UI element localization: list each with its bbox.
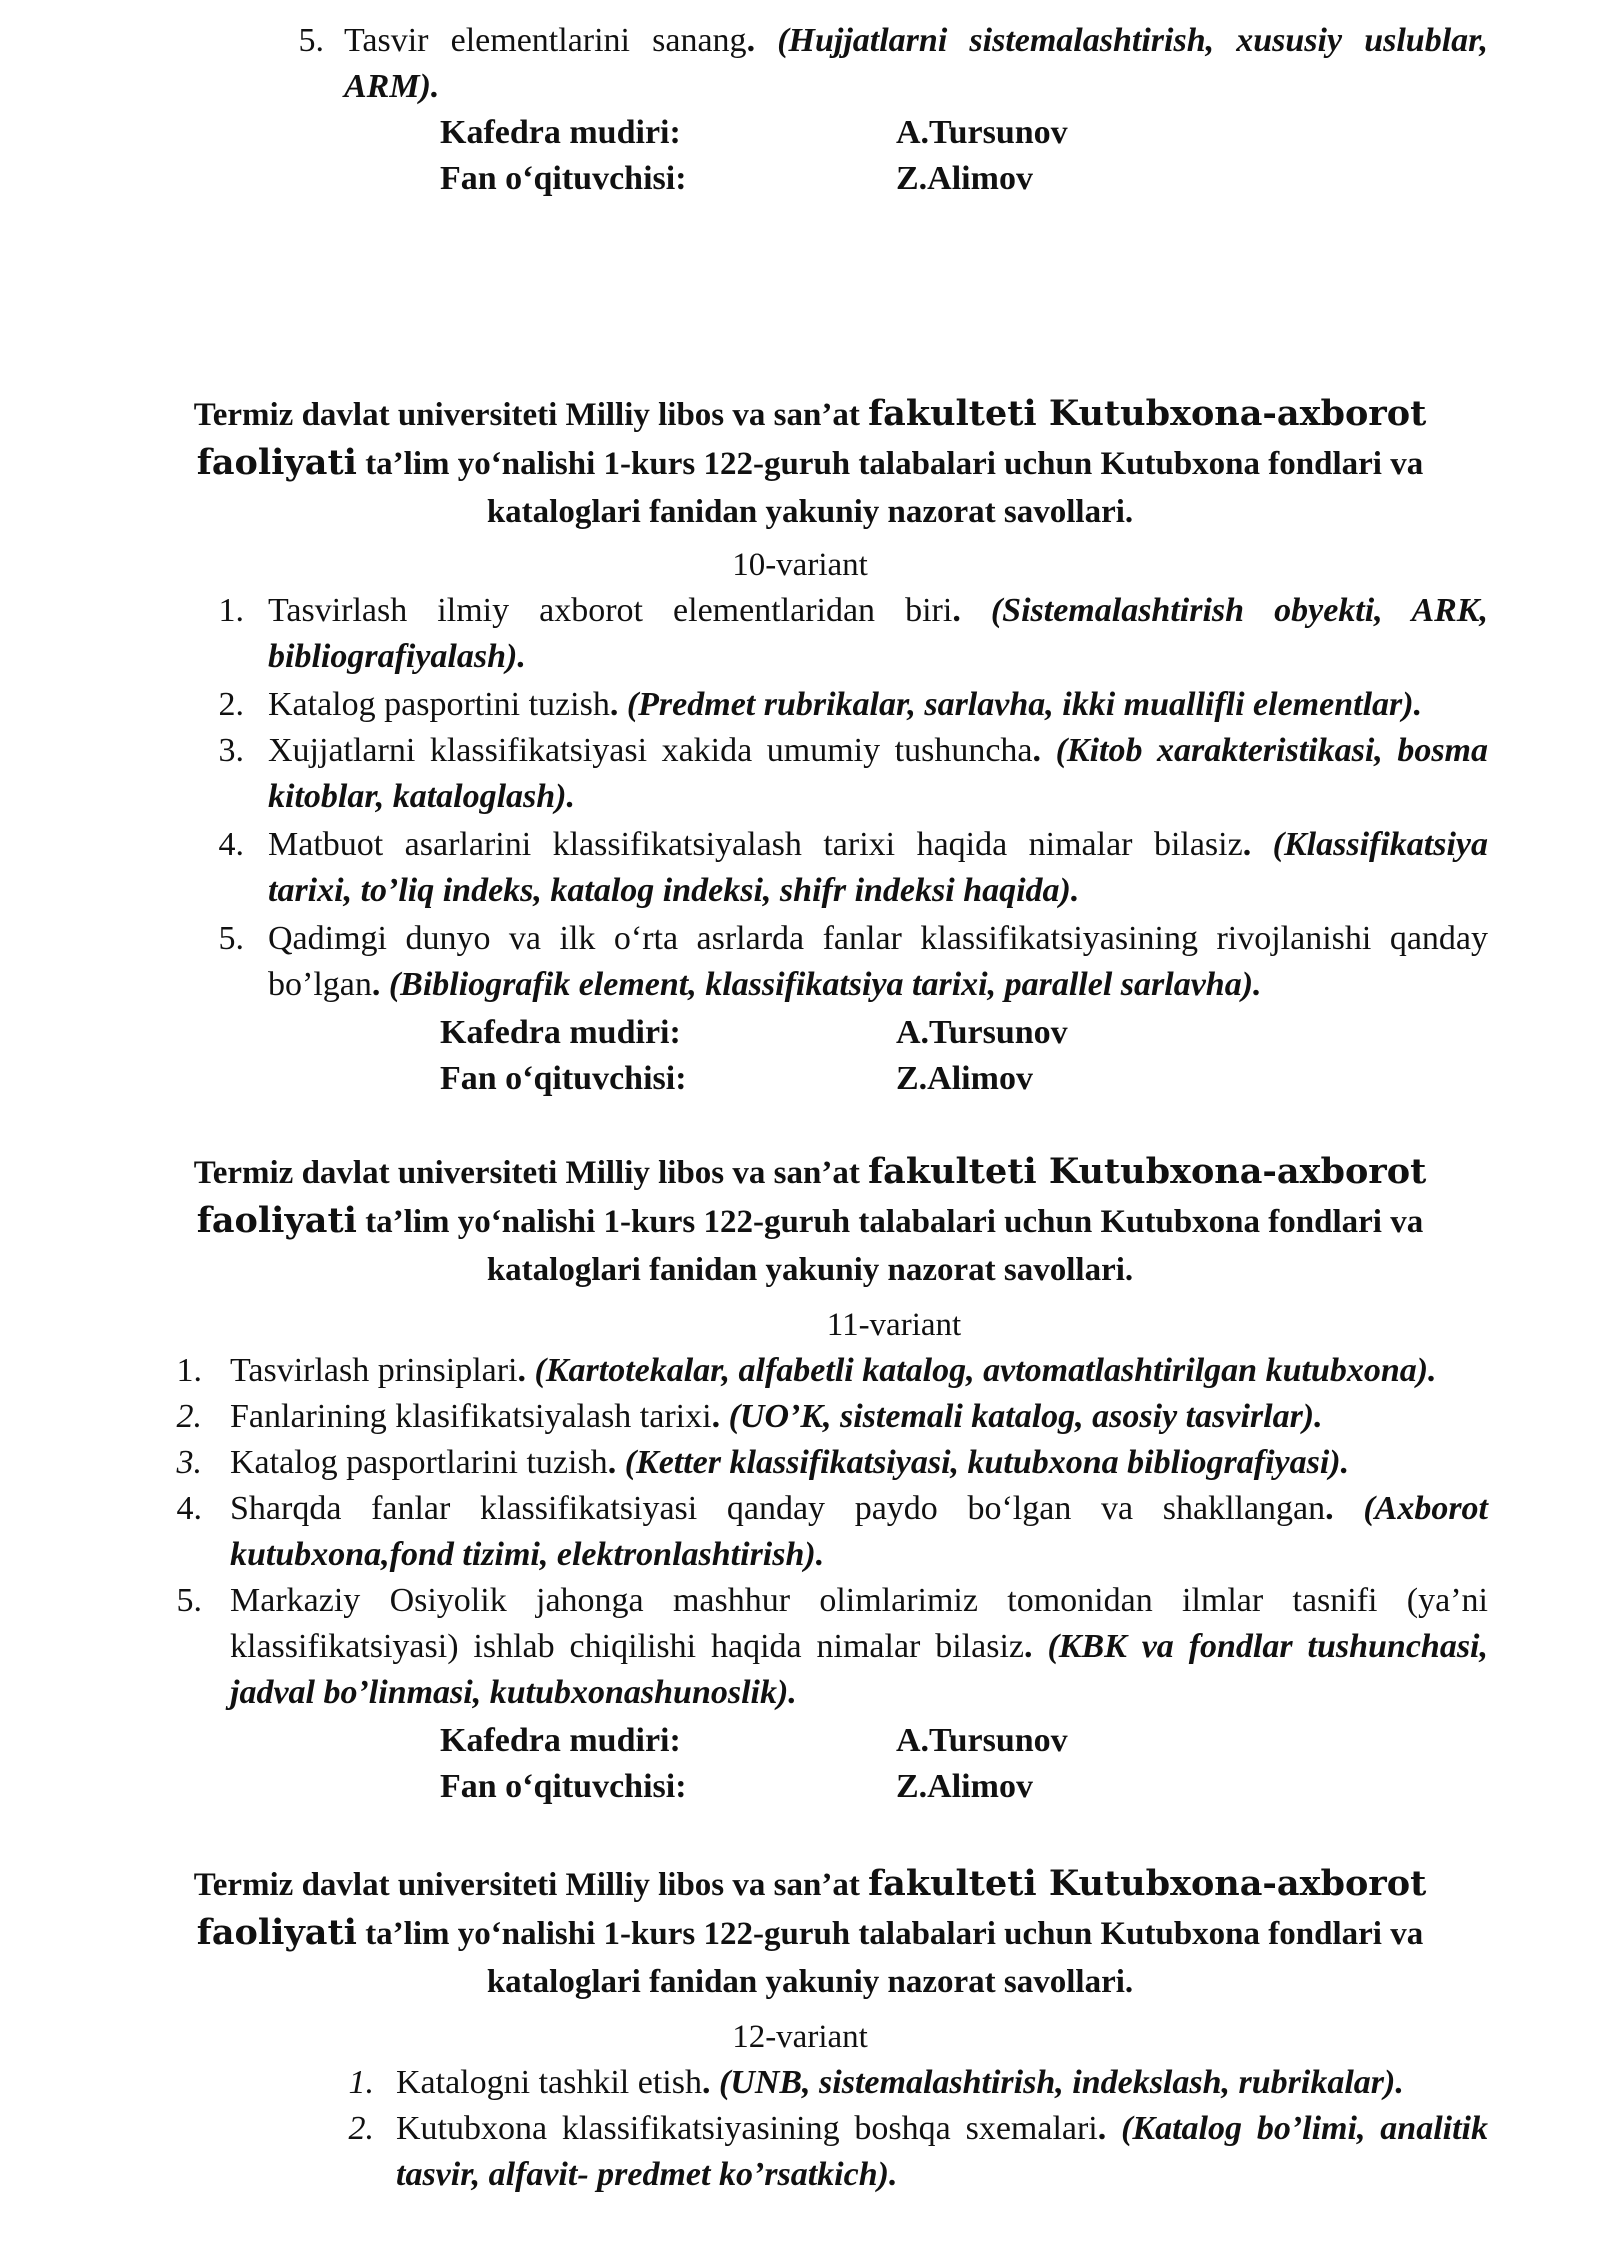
question-text: Tasvirlash prinsiplari — [230, 1352, 518, 1389]
signature-teacher-name: Z.Alimov — [896, 160, 1033, 197]
signature-teacher-label: Fan o‘qituvchisi: — [440, 1060, 687, 1097]
signature-head-label: Kafedra mudiri: — [440, 1014, 681, 1051]
question-item: 1. Tasvirlash ilmiy axborot elementlaridan biri. (Sistemalashtirish obyekti, ARK, bibliografiyalash). — [218, 592, 1488, 675]
question-hint: (Klassifikatsiya tarixi, to’liq indeks, katalog indeksi, shifr indeksi haqida). — [268, 826, 1489, 909]
question-hint: (Kartotekalar, alfabetli katalog, avtomatlashtirilgan kutubxona). — [534, 1352, 1437, 1389]
question-text: Katalog pasportini tuzish — [268, 686, 610, 723]
question-text: Qadimgi dunyo va ilk o‘rta asrlarda fanlar klassifikatsiyasining rivojlanishi qanday bo’lgan — [268, 920, 1488, 1003]
question-hint: (Predmet rubrikalar, sarlavha, ikki muallifli elementlar). — [626, 686, 1423, 723]
signature-head-name: A.Tursunov — [896, 1014, 1068, 1051]
question-hint: (UNB, sistemalashtirish, indekslash, rubrikalar). — [718, 2064, 1404, 2101]
signature-head-label: Kafedra mudiri: — [440, 1722, 681, 1759]
section-header: Termiz davlat universiteti Milliy libos va san’at fakulteti Kutubxona-axborot faoliyati ta’lim yo‘nalishi 1-kurs 122-guruh talabalari uchun Kutubxona fondlari va kataloglari fanidan yakuniy nazorat savollari. — [193, 1863, 1427, 2000]
question-hint: (Axborot kutubxona,fond tizimi, elektronlashtirish). — [230, 1490, 1488, 1573]
section-header: Termiz davlat universiteti Milliy libos va san’at fakulteti Kutubxona-axborot faoliyati ta’lim yo‘nalishi 1-kurs 122-guruh talabalari uchun Kutubxona fondlari va kataloglari fanidan yakuniy nazorat savollari. — [193, 1151, 1427, 1288]
question-text: Matbuot asarlarini klassifikatsiyalash tarixi haqida nimalar bilasiz — [268, 826, 1243, 863]
question-text: Kutubxona klassifikatsiyasining boshqa sxemalari — [396, 2110, 1098, 2147]
signature-head-name: A.Tursunov — [896, 1722, 1068, 1759]
signature-teacher-label: Fan o‘qituvchisi: — [440, 1768, 687, 1805]
question-hint: (Hujjatlarni sistemalashtirish, xususiy uslublar, ARM). — [344, 22, 1489, 105]
question-item: 1. Katalogni tashkil etish. (UNB, sistemalashtirish, indekslash, rubrikalar). — [348, 2064, 1404, 2101]
question-item: 2. Fanlarining klasifikatsiyalash tarixi. (UO’K, sistemali katalog, asosiy tasvirlar). — [176, 1398, 1323, 1435]
question-item: 3. Xujjatlarni klassifikatsiyasi xakida umumiy tushuncha. (Kitob xarakteristikasi, bosma kitoblar, kataloglash). — [218, 732, 1488, 815]
signature-head-label: Kafedra mudiri: — [440, 114, 681, 151]
question-text: Tasvir elementlarini sanang — [344, 22, 747, 59]
question-text: Katalog pasportlarini tuzish — [230, 1444, 608, 1481]
variant-label: 10-variant — [732, 547, 868, 583]
question-hint: (Kitob xarakteristikasi, bosma kitoblar, kataloglash). — [268, 732, 1488, 815]
signature-teacher-name: Z.Alimov — [896, 1768, 1033, 1805]
question-hint: (Bibliografik element, klassifikatsiya tarixi, parallel sarlavha). — [388, 966, 1262, 1003]
variant-label: 12-variant — [732, 2019, 868, 2055]
question-text: Markaziy Osiyolik jahonga mashhur olimlarimiz tomonidan ilmlar tasnifi (ya’ni klassifikatsiyasi) ishlab chiqilishi haqida nimalar bilasiz — [230, 1582, 1488, 1665]
question-item: 2. Kutubxona klassifikatsiyasining boshqa sxemalari. (Katalog bo’limi, analitik tasvir, alfavit- predmet ko’rsatkich). — [348, 2110, 1488, 2193]
question-hint: (UO’K, sistemali katalog, asosiy tasvirlar). — [728, 1398, 1323, 1435]
section-header: Termiz davlat universiteti Milliy libos va san’at fakulteti Kutubxona-axborot faoliyati ta’lim yo‘nalishi 1-kurs 122-guruh talabalari uchun Kutubxona fondlari va kataloglari fanidan yakuniy nazorat savollari. — [193, 393, 1427, 530]
question-item: 1. Tasvirlash prinsiplari. (Kartotekalar, alfabetli katalog, avtomatlashtirilgan kutubxona). — [176, 1352, 1437, 1389]
question-item: 4. Matbuot asarlarini klassifikatsiyalash tarixi haqida nimalar bilasiz. (Klassifikatsiya tarixi, to’liq indeks, katalog indeksi, shifr indeksi haqida). — [218, 826, 1489, 909]
question-number: 5. — [298, 22, 324, 59]
question-hint: (KBK va fondlar tushunchasi, jadval bo’linmasi, kutubxonashunoslik). — [230, 1628, 1488, 1711]
question-text: Fanlarining klasifikatsiyalash tarixi — [230, 1398, 712, 1435]
signature-teacher-label: Fan o‘qituvchisi: — [440, 160, 687, 197]
variant-label: 11-variant — [826, 1307, 962, 1343]
question-hint: (Ketter klassifikatsiyasi, kutubxona bibliografiyasi). — [624, 1444, 1350, 1481]
question-hint: (Sistemalashtirish obyekti, ARK, bibliografiyalash). — [268, 592, 1488, 675]
signature-head-name: A.Tursunov — [896, 114, 1068, 151]
signature-teacher-name: Z.Alimov — [896, 1060, 1033, 1097]
question-item: 5. Markaziy Osiyolik jahonga mashhur olimlarimiz tomonidan ilmlar tasnifi (ya’ni klassifikatsiyasi) ishlab chiqilishi haqida nimalar bilasiz. (KBK va fondlar tushunchasi, jadval bo’linmasi, kutubxonashunoslik). — [176, 1582, 1488, 1711]
question-item: 4. Sharqda fanlar klassifikatsiyasi qanday paydo bo‘lgan va shakllangan. (Axborot kutubxona,fond tizimi, elektronlashtirish). — [176, 1490, 1488, 1573]
question-text: Katalogni tashkil etish — [396, 2064, 702, 2101]
question-item: 3. Katalog pasportlarini tuzish. (Ketter klassifikatsiyasi, kutubxona bibliografiyasi). — [176, 1444, 1350, 1481]
question-text: Xujjatlarni klassifikatsiyasi xakida umumiy tushuncha — [268, 732, 1033, 769]
question-item: 2. Katalog pasportini tuzish. (Predmet rubrikalar, sarlavha, ikki muallifli elementlar). — [218, 686, 1423, 723]
question-text: Sharqda fanlar klassifikatsiyasi qanday paydo bo‘lgan va shakllangan — [230, 1490, 1326, 1527]
question-text: Tasvirlash ilmiy axborot elementlaridan biri — [268, 592, 953, 629]
question-item: 5. Tasvir elementlarini sanang. (Hujjatlarni sistemalashtirish, xususiy uslublar, ARM). — [344, 18, 1488, 110]
question-hint: (Katalog bo’limi, analitik tasvir, alfavit- predmet ko’rsatkich). — [396, 2110, 1488, 2193]
question-item: 5. Qadimgi dunyo va ilk o‘rta asrlarda fanlar klassifikatsiyasining rivojlanishi qanday bo’lgan. (Bibliografik element, klassifikatsiya tarixi, parallel sarlavha). — [218, 920, 1488, 1003]
